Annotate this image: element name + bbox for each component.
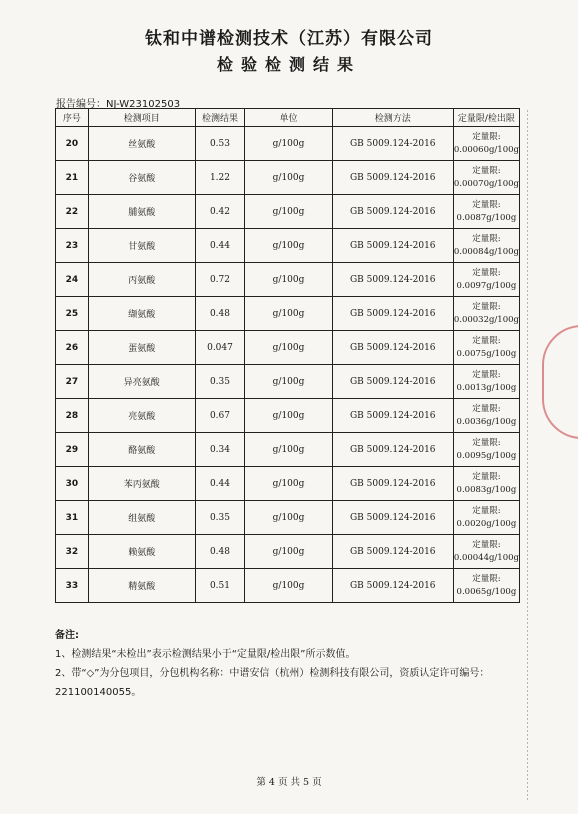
test-item: 丙氨酸: [88, 263, 195, 297]
test-method: GB 5009.124-2016: [332, 161, 453, 195]
row-number: 24: [56, 263, 89, 297]
table-row: [56, 297, 520, 331]
test-method: GB 5009.124-2016: [332, 331, 453, 365]
table-row: [56, 161, 520, 195]
note-line-2: 2、带“◇”为分包项目，分包机构名称：中谱安信（杭州）检测科技有限公司，资质认定许可编号：: [55, 668, 490, 679]
row-number: 23: [56, 229, 89, 263]
test-result: 0.34: [195, 433, 245, 467]
notes-heading: 备注:: [55, 630, 79, 641]
test-item: 缬氨酸: [88, 297, 195, 331]
limit-value: 0.0013g/100g: [456, 382, 517, 393]
table-row: [56, 569, 520, 603]
unit: g/100g: [245, 263, 332, 297]
test-item: 异亮氨酸: [88, 365, 195, 399]
test-result: 0.48: [195, 297, 245, 331]
table-row: [56, 195, 520, 229]
row-number: 31: [56, 501, 89, 535]
test-method: GB 5009.124-2016: [332, 195, 453, 229]
limit-label: 定量限:: [472, 335, 501, 346]
test-result: 0.72: [195, 263, 245, 297]
test-method: GB 5009.124-2016: [332, 365, 453, 399]
limit-label: 定量限:: [472, 369, 501, 380]
table-row: [56, 127, 520, 161]
table-row: [56, 331, 520, 365]
limit-value: 0.0097g/100g: [456, 280, 517, 291]
page-footer: 第 4 页 共 5 页: [256, 777, 322, 788]
limit-label: 定量限:: [472, 233, 501, 244]
limit-label: 定量限:: [472, 573, 501, 584]
test-item: 甘氨酸: [88, 229, 195, 263]
notes-section: [55, 626, 535, 702]
test-result: 0.44: [195, 229, 245, 263]
column-header: 序号: [56, 109, 89, 127]
report-number: 报告编号：NJ-W23102503: [56, 99, 181, 110]
row-number: 26: [56, 331, 89, 365]
row-number: 21: [56, 161, 89, 195]
row-number: 20: [56, 127, 89, 161]
limit-value: 0.0036g/100g: [456, 416, 517, 427]
seal-stamp: [542, 325, 578, 439]
test-item: 谷氨酸: [88, 161, 195, 195]
table-row: [56, 365, 520, 399]
test-method: GB 5009.124-2016: [332, 127, 453, 161]
column-header: 检测方法: [332, 109, 453, 127]
test-item: 组氨酸: [88, 501, 195, 535]
limit-value: 0.00060g/100g: [453, 144, 519, 155]
test-item: 蛋氨酸: [88, 331, 195, 365]
unit: g/100g: [245, 467, 332, 501]
test-method: GB 5009.124-2016: [332, 501, 453, 535]
unit: g/100g: [245, 535, 332, 569]
unit: g/100g: [245, 127, 332, 161]
test-result: 0.48: [195, 535, 245, 569]
unit: g/100g: [245, 365, 332, 399]
limit-label: 定量限:: [472, 267, 501, 278]
row-number: 25: [56, 297, 89, 331]
limit-value: 0.0075g/100g: [456, 348, 517, 359]
table-row: [56, 399, 520, 433]
limit-value: 0.0020g/100g: [456, 518, 517, 529]
test-result: 1.22: [195, 161, 245, 195]
column-header: 检测项目: [88, 109, 195, 127]
limit-label: 定量限:: [472, 471, 501, 482]
limit-cell: [453, 433, 519, 467]
row-number: 22: [56, 195, 89, 229]
unit: g/100g: [245, 195, 332, 229]
test-result: 0.047: [195, 331, 245, 365]
limit-cell: [453, 467, 519, 501]
test-item: 苯丙氨酸: [88, 467, 195, 501]
limit-label: 定量限:: [472, 437, 501, 448]
table-body: [56, 127, 520, 603]
limit-label: 定量限:: [472, 199, 501, 210]
table-row: [56, 467, 520, 501]
table-row: [56, 229, 520, 263]
unit: g/100g: [245, 501, 332, 535]
test-method: GB 5009.124-2016: [332, 467, 453, 501]
test-result: 0.51: [195, 569, 245, 603]
table-row: [56, 263, 520, 297]
test-method: GB 5009.124-2016: [332, 399, 453, 433]
unit: g/100g: [245, 399, 332, 433]
row-number: 28: [56, 399, 89, 433]
limit-value: 0.00070g/100g: [453, 178, 519, 189]
note-line-1: 1、检测结果“未检出”表示检测结果小于“定量限/检出限”所示数值。: [55, 649, 356, 660]
row-number: 27: [56, 365, 89, 399]
test-item: 赖氨酸: [88, 535, 195, 569]
row-number: 29: [56, 433, 89, 467]
test-result: 0.67: [195, 399, 245, 433]
limit-cell: [453, 501, 519, 535]
test-result: 0.35: [195, 365, 245, 399]
test-item: 脯氨酸: [88, 195, 195, 229]
test-result: 0.35: [195, 501, 245, 535]
test-method: GB 5009.124-2016: [332, 297, 453, 331]
limit-cell: [453, 399, 519, 433]
test-result: 0.42: [195, 195, 245, 229]
row-number: 30: [56, 467, 89, 501]
test-method: GB 5009.124-2016: [332, 569, 453, 603]
column-header: 定量限/检出限: [453, 109, 519, 127]
unit: g/100g: [245, 297, 332, 331]
test-result: 0.44: [195, 467, 245, 501]
test-item: 丝氨酸: [88, 127, 195, 161]
table-header-row: [56, 109, 520, 127]
unit: g/100g: [245, 569, 332, 603]
limit-cell: [453, 161, 519, 195]
limit-cell: [453, 331, 519, 365]
limit-cell: [453, 297, 519, 331]
test-method: GB 5009.124-2016: [332, 263, 453, 297]
limit-cell: [453, 127, 519, 161]
limit-value: 0.00032g/100g: [453, 314, 519, 325]
test-item: 酪氨酸: [88, 433, 195, 467]
unit: g/100g: [245, 229, 332, 263]
test-method: GB 5009.124-2016: [332, 433, 453, 467]
column-header: 单位: [245, 109, 332, 127]
limit-cell: [453, 229, 519, 263]
test-method: GB 5009.124-2016: [332, 535, 453, 569]
test-method: GB 5009.124-2016: [332, 229, 453, 263]
limit-value: 0.00084g/100g: [453, 246, 519, 257]
limit-value: 0.0095g/100g: [456, 450, 517, 461]
limit-cell: [453, 569, 519, 603]
limit-label: 定量限:: [472, 505, 501, 516]
note-line-3: 221100140055。: [55, 687, 142, 698]
unit: g/100g: [245, 331, 332, 365]
table-row: [56, 433, 520, 467]
test-result: 0.53: [195, 127, 245, 161]
test-item: 精氨酸: [88, 569, 195, 603]
results-table: [55, 108, 520, 603]
test-item: 亮氨酸: [88, 399, 195, 433]
unit: g/100g: [245, 161, 332, 195]
limit-label: 定量限:: [472, 539, 501, 550]
limit-cell: [453, 195, 519, 229]
row-number: 33: [56, 569, 89, 603]
limit-cell: [453, 535, 519, 569]
table-row: [56, 501, 520, 535]
column-header: 检测结果: [195, 109, 245, 127]
limit-value: 0.00044g/100g: [453, 552, 519, 563]
limit-value: 0.0065g/100g: [456, 586, 517, 597]
unit: g/100g: [245, 433, 332, 467]
limit-value: 0.0083g/100g: [456, 484, 517, 495]
limit-cell: [453, 263, 519, 297]
table-row: [56, 535, 520, 569]
document-subtitle: 检验检测结果: [216, 55, 361, 74]
limit-label: 定量限:: [472, 131, 501, 142]
limit-value: 0.0087g/100g: [456, 212, 517, 223]
company-name: 钛和中谱检测技术（江苏）有限公司: [145, 29, 433, 49]
limit-label: 定量限:: [472, 403, 501, 414]
limit-cell: [453, 365, 519, 399]
row-number: 32: [56, 535, 89, 569]
limit-label: 定量限:: [472, 165, 501, 176]
limit-label: 定量限:: [472, 301, 501, 312]
